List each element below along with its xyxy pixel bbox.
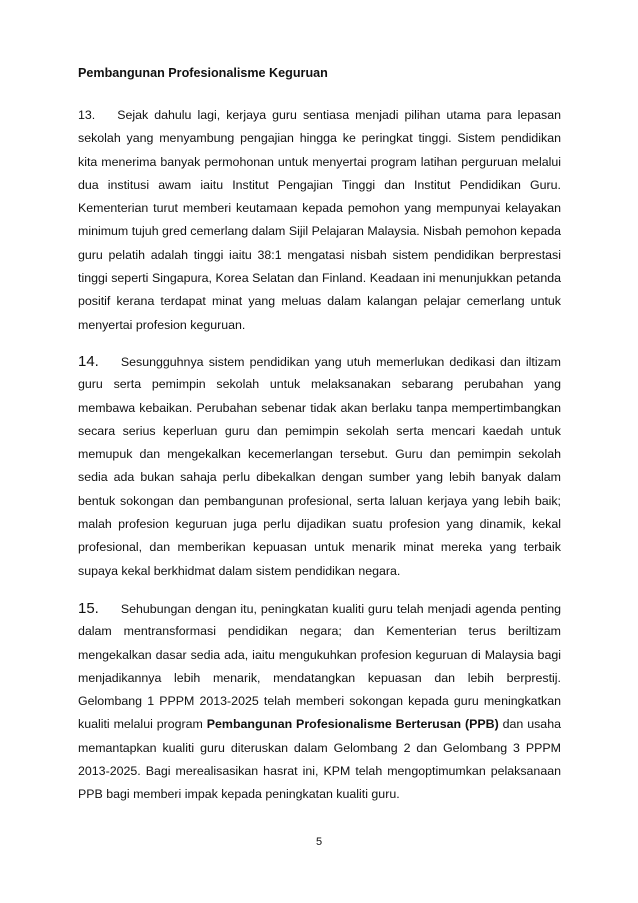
paragraph-line <box>78 104 561 127</box>
paragraph-number: 14. <box>78 353 99 370</box>
paragraph-line: supaya kekal berkhidmat dalam sistem pendidikan negara. <box>78 563 401 578</box>
paragraph-line: menjadikannya lebih menarik, mendatangkan kepuasan dan lebih berprestij. <box>78 670 561 685</box>
line-text: Sehubungan dengan itu, peningkatan kualiti guru telah menjadi agenda penting <box>120 602 561 616</box>
paragraph-line <box>78 597 561 620</box>
paragraph-number: 15. <box>78 600 99 617</box>
bold-phrase: Pembangunan Profesionalisme Berterusan (PPB) <box>206 717 499 732</box>
paragraph-line: sekolah yang menyambung pengajian hingga ke peringkat tinggi. Sistem pendidikan <box>78 131 561 146</box>
paragraph-line: positif kerana terdapat minat yang meluas dalam kalangan pelajar cemerlang untuk <box>78 294 561 309</box>
paragraph-line: minimum tujuh gred cemerlang dalam Sijil Pelajaran Malaysia. Nisbah pemohon kepada <box>78 224 561 239</box>
page-number: 5 <box>315 836 323 848</box>
paragraph-line: PPB bagi memberi impak kepada peningkatan kualiti guru. <box>78 787 400 802</box>
paragraph-line: mengekalkan dasar sedia ada, iaitu mengukuhkan profesion keguruan di Malaysia bagi <box>78 647 561 662</box>
paragraph-line: kita menerima banyak permohonan untuk menyertai program latihan perguruan melalui <box>78 154 561 169</box>
paragraph-line: tinggi seperti Singapura, Korea Selatan dan Finland. Keadaan ini menunjukkan petanda <box>78 271 561 286</box>
paragraph-line: bentuk sokongan dan pembangunan profesional, serta laluan kerjaya yang lebih baik; <box>78 493 561 508</box>
paragraph-line: guru serta pemimpin sekolah untuk melaksanakan sebarang perubahan yang <box>78 377 561 392</box>
paragraph-13 <box>78 104 561 337</box>
paragraph-line: menyertai profesion keguruan. <box>78 317 246 332</box>
paragraph-line: guru pelatih adalah tinggi iaitu 38:1 mengatasi nisbah sistem pendidikan berprestasi <box>78 247 561 262</box>
paragraph-line: secara serius keperluan guru dan pemimpin sekolah serta mencari kaedah untuk <box>78 423 561 438</box>
paragraph-line: malah profesion keguruan juga perlu dijadikan suatu profesion yang dinamik, kekal <box>78 517 561 532</box>
paragraph-15 <box>78 597 561 807</box>
section-heading: Pembangunan Profesionalisme Keguruan <box>78 66 328 80</box>
line-text: dan usaha <box>502 717 561 732</box>
paragraph-line <box>78 713 561 736</box>
paragraph-number: 13. <box>78 108 96 122</box>
paragraph-line: Kementerian turut memberi keutamaan kepada pemohon yang mempunyai kelayakan <box>78 201 561 216</box>
paragraph-line <box>78 350 561 373</box>
paragraph-line: Gelombang 1 PPPM 2013-2025 telah memberi sokongan kepada guru meningkatkan <box>78 694 561 709</box>
paragraph-line: 2013-2025. Bagi merealisasikan hasrat ini, KPM telah mengoptimumkan pelaksanaan <box>78 764 561 779</box>
paragraph-line: memupuk dan mengekalkan kecemerlangan tersebut. Guru dan pemimpin sekolah <box>78 447 561 462</box>
paragraph-line: dalam mentransformasi pendidikan negara; dan Kementerian terus beriltizam <box>78 624 561 639</box>
paragraph-line: memantapkan kualiti guru diteruskan dalam Gelombang 2 dan Gelombang 3 PPPM <box>78 740 561 755</box>
line-text: kualiti melalui program <box>78 717 207 732</box>
paragraph-14 <box>78 350 561 583</box>
line-text: Sesungguhnya sistem pendidikan yang utuh memerlukan dedikasi dan iltizam <box>120 355 561 369</box>
paragraph-line: profesional, dan memberikan kepuasan untuk menarik minat mereka yang terbaik <box>78 540 561 555</box>
line-text: Sejak dahulu lagi, kerjaya guru sentiasa menjadi pilihan utama para lepasan <box>117 108 561 122</box>
paragraph-line: dua institusi awam iaitu Institut Pengajian Tinggi dan Institut Pendidikan Guru. <box>78 177 561 192</box>
paragraph-line: sedia ada bukan sahaja perlu dibekalkan dengan sumber yang lebih banyak dalam <box>78 470 561 485</box>
paragraph-line: membawa kebaikan. Perubahan sebenar tidak akan berlaku tanpa mempertimbangkan <box>78 400 561 415</box>
